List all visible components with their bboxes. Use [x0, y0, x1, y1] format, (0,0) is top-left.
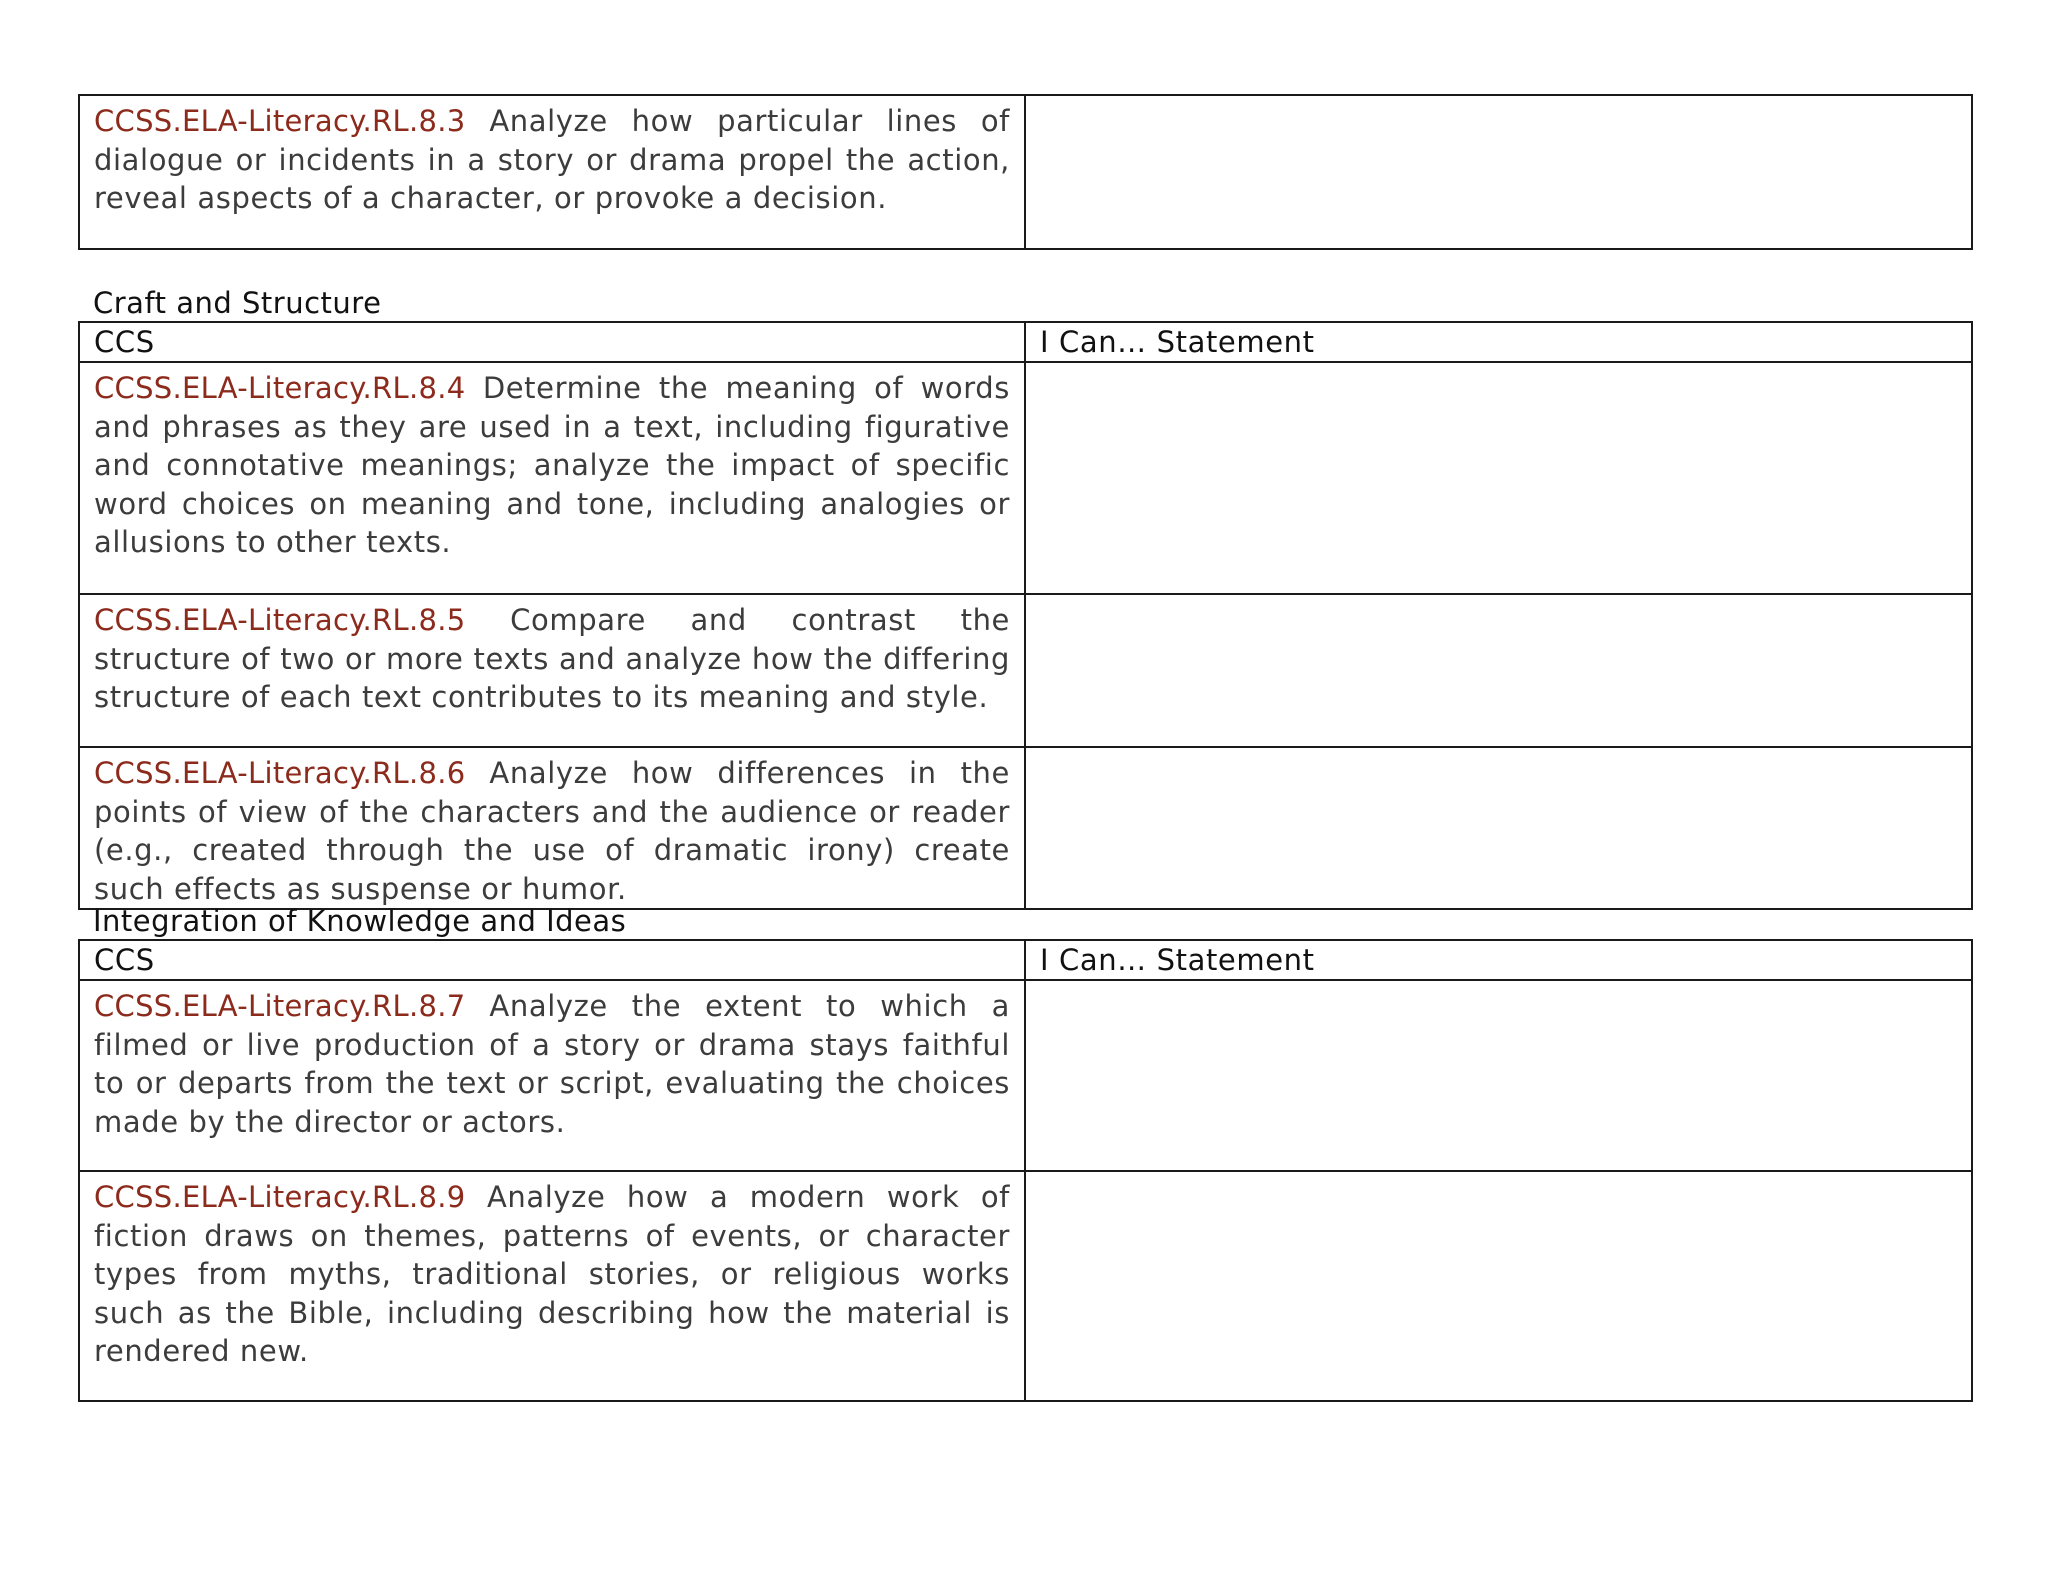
table-row: [79, 747, 1972, 909]
table-row: [79, 594, 1972, 747]
standard-cell: [79, 1171, 1025, 1401]
standard-code: CCSS.ELA-Literacy.RL.8.7: [94, 989, 466, 1023]
top-standards-block: [78, 94, 1971, 250]
integration-block: [78, 903, 1971, 1402]
craft-structure-table: [78, 321, 1973, 910]
standard-code: CCSS.ELA-Literacy.RL.8.4: [94, 371, 466, 405]
standard-cell: [79, 747, 1025, 909]
table-header-row: [79, 940, 1972, 980]
standard-code: CCSS.ELA-Literacy.RL.8.9: [94, 1180, 466, 1214]
top-standards-table: [78, 94, 1973, 250]
standard-text: Determine the meaning of words and phrases as they are used in a text, including figurative and connotative meanings; analyze the impact of specific word choices on meaning and tone, including analogies or allusions to other texts.: [94, 371, 1010, 559]
standard-cell: [79, 95, 1025, 249]
header-ccs: CCS: [79, 940, 1025, 980]
craft-structure-block: [78, 285, 1971, 910]
header-i-can-statement: I Can… Statement: [1025, 322, 1972, 362]
table-row: [79, 95, 1972, 249]
standard-cell: [79, 980, 1025, 1171]
i-can-statement-cell[interactable]: [1025, 594, 1972, 747]
section-title: Integration of Knowledge and Ideas: [93, 904, 627, 938]
standard-text: Analyze how particular lines of dialogue or incidents in a story or drama propel the action, reveal aspects of a character, or provoke a decision.: [94, 104, 1010, 215]
table-header-row: [79, 322, 1972, 362]
i-can-statement-cell[interactable]: [1025, 362, 1972, 594]
standard-code: CCSS.ELA-Literacy.RL.8.5: [94, 603, 466, 637]
standard-text: Analyze how a modern work of fiction draws on themes, patterns of events, or character types from myths, traditional stories, or religious works such as the Bible, including describing how the material is rendered new.: [94, 1180, 1010, 1368]
i-can-statement-cell[interactable]: [1025, 95, 1972, 249]
standard-cell: [79, 362, 1025, 594]
table-row: [79, 980, 1972, 1171]
standard-text: Analyze how differences in the points of view of the characters and the audience or reader (e.g., created through the use of dramatic irony) create such effects as suspense or humor.: [94, 756, 1010, 906]
header-ccs: CCS: [79, 322, 1025, 362]
i-can-statement-cell[interactable]: [1025, 1171, 1972, 1401]
i-can-statement-cell[interactable]: [1025, 747, 1972, 909]
standard-cell: [79, 594, 1025, 747]
header-i-can-statement: I Can… Statement: [1025, 940, 1972, 980]
i-can-statement-cell[interactable]: [1025, 980, 1972, 1171]
standard-text: Analyze the extent to which a filmed or live production of a story or drama stays faithful to or departs from the text or script, evaluating the choices made by the director or actors.: [94, 989, 1010, 1139]
integration-table: [78, 939, 1973, 1402]
standard-text: Compare and contrast the structure of two or more texts and analyze how the differing structure of each text contributes to its meaning and style.: [94, 603, 1010, 714]
table-row: [79, 1171, 1972, 1401]
standard-code: CCSS.ELA-Literacy.RL.8.3: [94, 104, 466, 138]
standard-code: CCSS.ELA-Literacy.RL.8.6: [94, 756, 466, 790]
table-row: [79, 362, 1972, 594]
section-title: Craft and Structure: [93, 286, 382, 320]
